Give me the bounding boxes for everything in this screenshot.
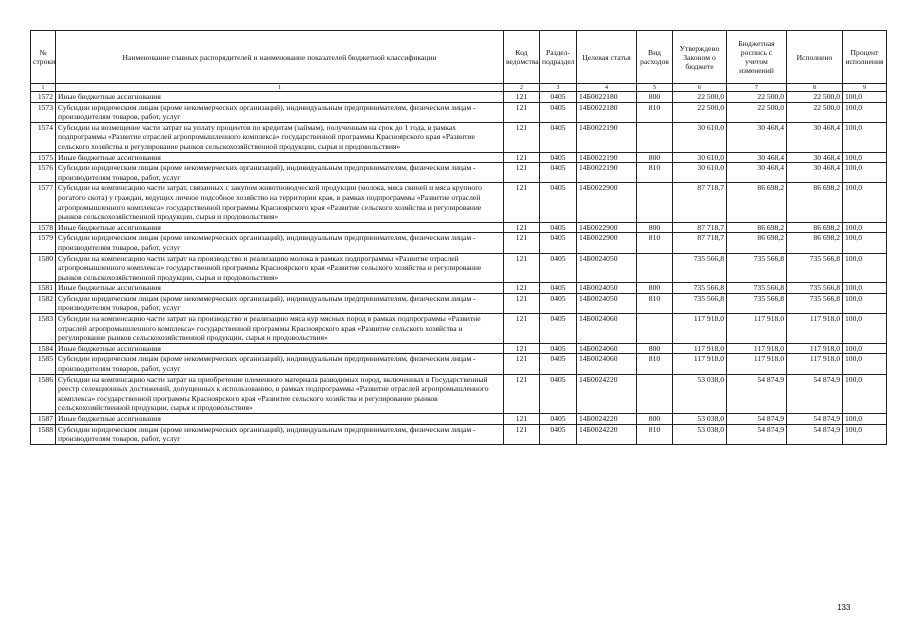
column-number: 6: [673, 84, 727, 92]
row-section: 0405: [540, 152, 577, 163]
row-name: Субсидии юридическим лицам (кроме некоммерческих организаций), индивидуальным предпринимателям, физическим лицам - производителям товаров, работ, услуг: [56, 163, 504, 183]
row-expense-type: 800: [637, 92, 673, 103]
table-row: [31, 183, 887, 222]
row-department-code: 121: [504, 253, 540, 283]
row-section: 0405: [540, 183, 577, 222]
row-department-code: 121: [504, 293, 540, 313]
row-executed: 86 698,2: [787, 233, 843, 253]
row-name: Субсидии на компенсацию части затрат, связанных с закупом животноводческой продукции (молока, мяса свиней и мяса крупного рогатого скота) у граждан, ведущих личное подсобное хозяйство на территории края, в рамках подпрограммы «Развитие отраслей агропромышленного комплекса» государственной программы Красноярского края «Развитие сельского хозяйства и регулирование рынков сельскохозяйственной продукции, сырья и продовольствия»: [56, 183, 504, 222]
row-department-code: 121: [504, 343, 540, 354]
header-department-code: Код ведомства: [504, 31, 540, 84]
table-row: [31, 152, 887, 163]
table-row: [31, 424, 887, 444]
row-percent: 100,0: [843, 293, 887, 313]
row-executed: 117 918,0: [787, 343, 843, 354]
row-percent: 100,0: [843, 253, 887, 283]
row-expense-type: [637, 374, 673, 413]
row-executed: 30 468,4: [787, 122, 843, 152]
column-number: 7: [727, 84, 787, 92]
row-department-code: 121: [504, 354, 540, 374]
row-budget-schedule: 54 874,9: [727, 414, 787, 425]
row-number: 1584: [31, 343, 56, 354]
row-department-code: 121: [504, 122, 540, 152]
row-number: 1586: [31, 374, 56, 413]
row-name: Субсидии юридическим лицам (кроме некоммерческих организаций), индивидуальным предпринимателям, физическим лицам - производителям товаров, работ, услуг: [56, 354, 504, 374]
row-budget-schedule: 117 918,0: [727, 343, 787, 354]
row-section: 0405: [540, 424, 577, 444]
column-number: 8: [787, 84, 843, 92]
row-expense-type: 810: [637, 102, 673, 122]
row-executed: 117 918,0: [787, 314, 843, 344]
table-row: [31, 343, 887, 354]
row-percent: 100,0: [843, 424, 887, 444]
row-expense-type: 810: [637, 233, 673, 253]
row-section: 0405: [540, 314, 577, 344]
column-number: 9: [843, 84, 887, 92]
row-name: Иные бюджетные ассигнования: [56, 92, 504, 103]
row-executed: 735 566,8: [787, 293, 843, 313]
table-body: [31, 92, 887, 445]
row-approved: 53 038,0: [673, 374, 727, 413]
row-expense-type: 810: [637, 354, 673, 374]
row-percent: 100,0: [843, 152, 887, 163]
row-number: 1588: [31, 424, 56, 444]
row-approved: 87 718,7: [673, 183, 727, 222]
row-name: Субсидии юридическим лицам (кроме некоммерческих организаций), индивидуальным предпринимателям, физическим лицам - производителям товаров, работ, услуг: [56, 233, 504, 253]
row-target-article: 14Б0022900: [577, 183, 637, 222]
row-percent: 100,0: [843, 233, 887, 253]
table-row: [31, 354, 887, 374]
row-target-article: 14Б0024060: [577, 343, 637, 354]
row-department-code: 121: [504, 163, 540, 183]
row-target-article: 14Б0024220: [577, 424, 637, 444]
row-approved: 117 918,0: [673, 314, 727, 344]
row-percent: 100,0: [843, 102, 887, 122]
row-budget-schedule: 86 698,2: [727, 233, 787, 253]
row-target-article: 14Б0024050: [577, 293, 637, 313]
row-section: 0405: [540, 343, 577, 354]
row-budget-schedule: 86 698,2: [727, 222, 787, 233]
row-number: 1576: [31, 163, 56, 183]
header-name: Наименование главных распорядителей и наименование показателей бюджетной классификации: [56, 31, 504, 84]
row-budget-schedule: 735 566,8: [727, 283, 787, 294]
table-row: [31, 414, 887, 425]
budget-execution-table: [30, 30, 887, 445]
row-budget-schedule: 735 566,8: [727, 253, 787, 283]
row-percent: 100,0: [843, 222, 887, 233]
header-budget-schedule: Бюджетная роспись с учетом изменений: [727, 31, 787, 84]
header-target-article: Целевая статья: [577, 31, 637, 84]
row-budget-schedule: 30 468,4: [727, 122, 787, 152]
row-department-code: 121: [504, 414, 540, 425]
row-name: Иные бюджетные ассигнования: [56, 222, 504, 233]
row-name: Субсидии на возмещение части затрат на уплату процентов по кредитам (займам), полученным на срок до 1 года, в рамках подпрограммы «Развитие отраслей агропромышленного комплекса» государственной программы Красноярского края «Развитие сельского хозяйства и регулирование рынков сельскохозяйственной продукции, сырья и продовольствия»: [56, 122, 504, 152]
row-budget-schedule: 54 874,9: [727, 424, 787, 444]
row-expense-type: 800: [637, 414, 673, 425]
row-approved: 87 718,7: [673, 233, 727, 253]
table-row: [31, 293, 887, 313]
row-percent: 100,0: [843, 283, 887, 294]
header-expense-type: Вид расходов: [637, 31, 673, 84]
row-percent: 100,0: [843, 343, 887, 354]
column-number: 1: [56, 84, 504, 92]
column-number: 3: [540, 84, 577, 92]
row-number: 1587: [31, 414, 56, 425]
column-number: 1: [31, 84, 56, 92]
row-budget-schedule: 117 918,0: [727, 314, 787, 344]
row-name: Субсидии на компенсацию части затрат на производство и реализацию молока в рамках подпрограммы «Развитие отраслей агропромышленного комплекса» государственной программы Красноярского края «Развитие сельского хозяйства и регулирование рынков сельскохозяйственной продукции, сырья и продовольствия»: [56, 253, 504, 283]
row-number: 1574: [31, 122, 56, 152]
row-name: Субсидии юридическим лицам (кроме некоммерческих организаций), индивидуальным предпринимателям, физическим лицам - производителям товаров, работ, услуг: [56, 102, 504, 122]
row-executed: 30 468,4: [787, 163, 843, 183]
row-target-article: 14Б0024060: [577, 314, 637, 344]
row-number: 1572: [31, 92, 56, 103]
row-expense-type: 800: [637, 343, 673, 354]
row-target-article: 14Б0022180: [577, 102, 637, 122]
row-approved: 735 566,8: [673, 283, 727, 294]
row-number: 1583: [31, 314, 56, 344]
header-section: Раздел-подраздел: [540, 31, 577, 84]
row-budget-schedule: 22 500,0: [727, 102, 787, 122]
table-row: [31, 163, 887, 183]
row-budget-schedule: 22 500,0: [727, 92, 787, 103]
row-target-article: 14Б0022900: [577, 233, 637, 253]
row-section: 0405: [540, 283, 577, 294]
row-target-article: 14Б0024060: [577, 354, 637, 374]
row-department-code: 121: [504, 233, 540, 253]
table-row: [31, 222, 887, 233]
row-executed: 86 698,2: [787, 222, 843, 233]
table-row: [31, 314, 887, 344]
row-executed: 735 566,8: [787, 253, 843, 283]
row-section: 0405: [540, 414, 577, 425]
row-target-article: 14Б0022900: [577, 222, 637, 233]
row-executed: 86 698,2: [787, 183, 843, 222]
row-section: 0405: [540, 92, 577, 103]
row-section: 0405: [540, 374, 577, 413]
column-number: 2: [504, 84, 540, 92]
row-section: 0405: [540, 253, 577, 283]
row-name: Субсидии на компенсацию части затрат на производство и реализацию мяса кур мясных пород в рамках подпрограммы «Развитие отраслей агропромышленного комплекса» государственной программы Красноярского края «Развитие сельского хозяйства и регулирование рынков сельскохозяйственной продукции, сырья и продовольствия»: [56, 314, 504, 344]
header-row-number: № строки: [31, 31, 56, 84]
row-number: 1579: [31, 233, 56, 253]
row-percent: 100,0: [843, 92, 887, 103]
row-budget-schedule: 54 874,9: [727, 374, 787, 413]
row-target-article: 14Б0024050: [577, 283, 637, 294]
row-executed: 117 918,0: [787, 354, 843, 374]
row-expense-type: [637, 122, 673, 152]
row-percent: 100,0: [843, 414, 887, 425]
row-number: 1580: [31, 253, 56, 283]
row-section: 0405: [540, 102, 577, 122]
row-number: 1578: [31, 222, 56, 233]
column-number: 4: [577, 84, 637, 92]
row-number: 1573: [31, 102, 56, 122]
row-target-article: 14Б0024220: [577, 414, 637, 425]
row-number: 1577: [31, 183, 56, 222]
row-approved: 30 610,0: [673, 163, 727, 183]
row-target-article: 14Б0022190: [577, 152, 637, 163]
row-expense-type: 800: [637, 152, 673, 163]
row-name: Иные бюджетные ассигнования: [56, 343, 504, 354]
table-row: [31, 374, 887, 413]
row-target-article: 14Б0022190: [577, 163, 637, 183]
row-expense-type: 800: [637, 222, 673, 233]
row-expense-type: [637, 314, 673, 344]
row-target-article: 14Б0024220: [577, 374, 637, 413]
table-row: [31, 253, 887, 283]
row-number: 1575: [31, 152, 56, 163]
row-expense-type: 810: [637, 293, 673, 313]
row-approved: 30 610,0: [673, 122, 727, 152]
row-approved: 735 566,8: [673, 253, 727, 283]
table-row: [31, 92, 887, 103]
column-number: 5: [637, 84, 673, 92]
header-row: [31, 31, 887, 84]
row-name: Иные бюджетные ассигнования: [56, 283, 504, 294]
row-name: Иные бюджетные ассигнования: [56, 414, 504, 425]
row-name: Субсидии на компенсацию части затрат на приобретение племенного материала разводимых пород, включенных в Государственный реестр селекционных достижений, допущенных к использованию, в рамках подпрограммы «Развитие отраслей агропромышленного комплекса» государственной программы Красноярского края «Развитие сельского хозяйства и регулирование рынков сельскохозяйственной продукции, сырья и продовольствия»: [56, 374, 504, 413]
row-executed: 54 874,9: [787, 414, 843, 425]
row-name: Субсидии юридическим лицам (кроме некоммерческих организаций), индивидуальным предпринимателям, физическим лицам - производителям товаров, работ, услуг: [56, 424, 504, 444]
page-number: 133: [837, 603, 851, 612]
table-row: [31, 122, 887, 152]
row-approved: 30 610,0: [673, 152, 727, 163]
row-percent: 100,0: [843, 122, 887, 152]
row-approved: 53 038,0: [673, 414, 727, 425]
row-executed: 22 500,0: [787, 92, 843, 103]
row-name: Субсидии юридическим лицам (кроме некоммерческих организаций), индивидуальным предпринимателям, физическим лицам - производителям товаров, работ, услуг: [56, 293, 504, 313]
row-section: 0405: [540, 354, 577, 374]
row-budget-schedule: 735 566,8: [727, 293, 787, 313]
row-expense-type: 810: [637, 163, 673, 183]
row-expense-type: 800: [637, 283, 673, 294]
row-section: 0405: [540, 293, 577, 313]
row-department-code: 121: [504, 222, 540, 233]
row-number: 1581: [31, 283, 56, 294]
row-expense-type: [637, 183, 673, 222]
row-expense-type: 810: [637, 424, 673, 444]
row-target-article: 14Б0022190: [577, 122, 637, 152]
row-executed: 30 468,4: [787, 152, 843, 163]
header-approved: Утверждено Законом о бюджете: [673, 31, 727, 84]
row-budget-schedule: 30 468,4: [727, 163, 787, 183]
row-section: 0405: [540, 222, 577, 233]
row-name: Иные бюджетные ассигнования: [56, 152, 504, 163]
row-department-code: 121: [504, 424, 540, 444]
row-department-code: 121: [504, 374, 540, 413]
row-percent: 100,0: [843, 374, 887, 413]
column-number-row: [31, 84, 887, 92]
row-approved: 117 918,0: [673, 354, 727, 374]
table-row: [31, 233, 887, 253]
row-section: 0405: [540, 233, 577, 253]
row-target-article: 14Б0022180: [577, 92, 637, 103]
table-header: [31, 31, 887, 92]
row-approved: 735 566,8: [673, 293, 727, 313]
row-budget-schedule: 86 698,2: [727, 183, 787, 222]
row-approved: 87 718,7: [673, 222, 727, 233]
row-percent: 100,0: [843, 183, 887, 222]
row-number: 1585: [31, 354, 56, 374]
row-percent: 100,0: [843, 354, 887, 374]
row-number: 1582: [31, 293, 56, 313]
row-budget-schedule: 117 918,0: [727, 354, 787, 374]
table-row: [31, 102, 887, 122]
row-approved: 22 500,0: [673, 102, 727, 122]
row-department-code: 121: [504, 183, 540, 222]
header-percent: Процент исполнения: [843, 31, 887, 84]
row-department-code: 121: [504, 102, 540, 122]
row-executed: 735 566,8: [787, 283, 843, 294]
row-department-code: 121: [504, 314, 540, 344]
row-section: 0405: [540, 163, 577, 183]
row-executed: 22 500,0: [787, 102, 843, 122]
row-executed: 54 874,9: [787, 424, 843, 444]
row-department-code: 121: [504, 152, 540, 163]
row-department-code: 121: [504, 92, 540, 103]
table-row: [31, 283, 887, 294]
row-approved: 22 500,0: [673, 92, 727, 103]
row-budget-schedule: 30 468,4: [727, 152, 787, 163]
row-percent: 100,0: [843, 314, 887, 344]
row-percent: 100,0: [843, 163, 887, 183]
row-expense-type: [637, 253, 673, 283]
row-section: 0405: [540, 122, 577, 152]
row-target-article: 14Б0024050: [577, 253, 637, 283]
header-executed: Исполнено: [787, 31, 843, 84]
row-approved: 117 918,0: [673, 343, 727, 354]
row-department-code: 121: [504, 283, 540, 294]
row-executed: 54 874,9: [787, 374, 843, 413]
row-approved: 53 038,0: [673, 424, 727, 444]
